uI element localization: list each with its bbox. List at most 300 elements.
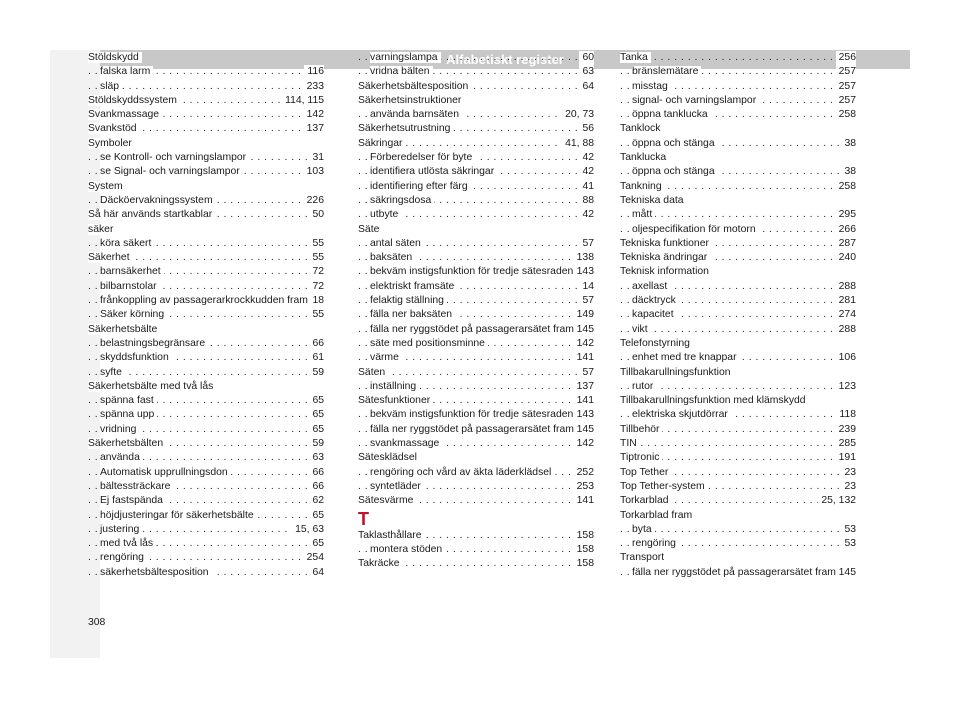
index-page-ref: 88 (579, 194, 594, 208)
index-page-ref: 25, 132 (818, 494, 856, 508)
index-entry-text: Säkerhet (88, 252, 133, 263)
index-page-ref: 66 (309, 466, 324, 480)
index-entry-text: Tekniska ändringar (620, 252, 710, 263)
index-subentry (88, 366, 324, 380)
index-subentry (358, 408, 594, 422)
index-entry-text: bekväm instigsfunktion för tredje sätesraden (370, 409, 576, 420)
index-entry-text: identifiering efter färg (370, 181, 471, 192)
index-page-ref: 114, 115 (282, 94, 324, 108)
index-subentry (358, 251, 594, 265)
index-subentry (620, 351, 856, 365)
index-entry-text: använda (100, 452, 143, 463)
index-entry-text: rutor (632, 381, 656, 392)
index-page-ref: 123 (836, 380, 856, 394)
index-page-ref: 240 (836, 251, 856, 265)
index-entry-text: Säte (358, 224, 382, 235)
index-subentry (620, 566, 856, 580)
index-entry (88, 94, 324, 108)
index-page-ref: 63 (309, 451, 324, 465)
index-page-ref: 38 (841, 165, 856, 179)
index-entry-text: misstag (632, 81, 671, 92)
index-page-ref: 14 (579, 280, 594, 294)
index-entry-text: fälla ner ryggstödet på passagerarsätet fram (632, 567, 839, 578)
index-page-ref: 106 (836, 351, 856, 365)
index-subentry (358, 180, 594, 194)
index-entry-text: Säkerhetsbältesposition (358, 81, 471, 92)
index-entry-text: syntetläder (370, 481, 424, 492)
index-page-ref: 41 (579, 180, 594, 194)
index-page-ref: 281 (836, 294, 856, 308)
index-page-ref: 233 (304, 80, 324, 94)
index-subentry (358, 380, 594, 394)
index-entry-text: axellast (632, 281, 670, 292)
index-letter-heading: T (358, 508, 369, 529)
index-entry-text: svankmassage (370, 438, 442, 449)
index-subentry (358, 208, 594, 222)
index-page-ref: 55 (309, 237, 324, 251)
index-page-ref: 53 (841, 537, 856, 551)
index-entry-text: Tiptronic (620, 452, 662, 463)
index-entry-text: rengöring (632, 538, 679, 549)
index-page-ref: 55 (309, 251, 324, 265)
index-entry-text: belastningsbegränsare (100, 338, 208, 349)
index-subentry (620, 294, 856, 308)
index-page-ref: 145 (836, 566, 856, 580)
index-subentry (88, 280, 324, 294)
index-page-ref: 257 (836, 65, 856, 79)
index-entry-text: Tanka (620, 52, 651, 63)
index-subentry (620, 380, 856, 394)
index-entry (88, 380, 324, 394)
index-page-ref: 226 (304, 194, 324, 208)
index-subentry (620, 65, 856, 79)
index-entry (88, 323, 324, 337)
index-subentry (358, 543, 594, 557)
index-page-ref: 103 (304, 165, 324, 179)
index-entry-text: Förberedelser för byte (370, 152, 475, 163)
index-page-ref: 257 (836, 80, 856, 94)
index-page-ref: 63 (579, 65, 594, 79)
index-page-ref: 57 (579, 294, 594, 308)
index-page-ref: 23 (841, 466, 856, 480)
index-entry (620, 51, 856, 65)
index-entry (620, 494, 856, 508)
index-page-ref: 42 (579, 151, 594, 165)
index-entry-text: säte med positionsminne (370, 338, 488, 349)
index-page-ref: 64 (309, 566, 324, 580)
index-entry (620, 480, 856, 494)
index-page-ref: 41, 88 (562, 137, 594, 151)
index-entry-text: Tillbakarullningsfunktion med klämskydd (620, 395, 809, 406)
index-subentry (620, 308, 856, 322)
index-entry (88, 108, 324, 122)
index-column-2 (358, 51, 594, 571)
index-entry-text: antal säten (370, 238, 424, 249)
index-page-ref: 23 (841, 480, 856, 494)
index-entry (88, 437, 324, 451)
index-page-ref: 143 (574, 265, 594, 279)
index-entry-text: rengöring och vård av äkta läderklädsel (370, 467, 554, 478)
index-subentry (620, 208, 856, 222)
index-entry-text: baksäten (370, 252, 415, 263)
index-subentry (88, 237, 324, 251)
index-subentry (88, 466, 324, 480)
index-page-ref: 256 (836, 51, 856, 65)
index-page-ref: 118 (836, 408, 856, 422)
index-subentry (88, 294, 324, 308)
index-entry-text: elektriska skjutdörrar (632, 409, 731, 420)
index-entry-text: Tankning (620, 181, 665, 192)
index-subentry (88, 423, 324, 437)
index-subentry (358, 165, 594, 179)
index-page-ref: 158 (574, 543, 594, 557)
index-entry-text: frånkoppling av passagerarkrockkudden fram (100, 295, 311, 306)
index-entry-text: öppna tanklucka (632, 109, 711, 120)
index-entry (620, 423, 856, 437)
index-entry-text: Tillbehör (620, 424, 662, 435)
index-page-ref: 65 (309, 423, 324, 437)
index-entry-text: släp (100, 81, 122, 92)
index-entry-text: Tekniska funktioner (620, 238, 712, 249)
index-entry-text: vridning (100, 424, 139, 435)
index-page-ref: 253 (574, 480, 594, 494)
index-page-ref: 191 (836, 451, 856, 465)
index-page-ref: 257 (836, 94, 856, 108)
index-entry (620, 237, 856, 251)
index-subentry (88, 480, 324, 494)
index-page-ref: 50 (309, 208, 324, 222)
index-subentry (88, 165, 324, 179)
index-entry (358, 494, 594, 508)
index-entry (88, 51, 324, 65)
index-entry (358, 394, 594, 408)
index-entry (358, 557, 594, 571)
index-entry-text: spänna upp (100, 409, 157, 420)
index-entry-text: System (88, 181, 126, 192)
index-page-ref: 66 (309, 480, 324, 494)
index-page-ref: 274 (836, 308, 856, 322)
index-page-ref: 239 (836, 423, 856, 437)
index-page-ref: 56 (579, 122, 594, 136)
index-subentry (620, 323, 856, 337)
index-entry-text: fälla ner baksäten (370, 309, 455, 320)
index-subentry (88, 337, 324, 351)
index-entry-text: säkerhetsbältesposition (100, 567, 212, 578)
index-entry (620, 337, 856, 351)
index-page-ref: 288 (836, 280, 856, 294)
index-entry-text: Säkerhetsbälte (88, 324, 160, 335)
index-page-ref: 66 (309, 337, 324, 351)
index-subentry (358, 323, 594, 337)
page-header-title: Alfabetiskt register (446, 52, 564, 67)
index-entry-text: Sätesklädsel (358, 452, 420, 463)
index-page-ref: 258 (836, 180, 856, 194)
index-subentry (358, 294, 594, 308)
index-entry (620, 551, 856, 565)
index-entry-text: syfte (100, 367, 125, 378)
index-page-ref: 65 (309, 537, 324, 551)
index-page-ref: 31 (309, 151, 324, 165)
index-subentry (358, 51, 594, 65)
index-subentry (358, 194, 594, 208)
index-entry-text: varningslampa (370, 52, 441, 63)
index-page-ref: 59 (309, 366, 324, 380)
index-entry (358, 529, 594, 543)
index-entry-text: identifiera utlösta säkringar (370, 166, 497, 177)
index-page-ref: 141 (574, 394, 594, 408)
index-page-ref: 65 (309, 394, 324, 408)
index-entry-text: Torkarblad (620, 495, 672, 506)
index-page-ref: 60 (579, 51, 594, 65)
index-page-ref: 142 (574, 337, 594, 351)
index-subentry (620, 537, 856, 551)
index-page-ref: 38 (841, 137, 856, 151)
index-page-ref: 142 (304, 108, 324, 122)
index-subentry (358, 466, 594, 480)
index-subentry (358, 351, 594, 365)
index-entry-text: bränslemätare (632, 66, 701, 77)
page-number: 308 (88, 617, 106, 628)
index-subentry (88, 566, 324, 580)
index-page-ref: 141 (574, 494, 594, 508)
index-entry-text: säkringsdosa (370, 195, 434, 206)
index-entry-text: montera stöden (370, 544, 445, 555)
index-entry-text: se Signal- och varningslampor (100, 166, 243, 177)
index-entry-text: TIN (620, 438, 640, 449)
index-entry-text: Takräcke (358, 558, 403, 569)
index-entry (358, 94, 594, 108)
index-page-ref: 57 (579, 366, 594, 380)
index-subentry (620, 280, 856, 294)
index-page-ref: 59 (309, 437, 324, 451)
index-subentry (358, 308, 594, 322)
index-entry (620, 509, 856, 523)
index-entry (88, 180, 324, 194)
index-entry-text: signal- och varningslampor (632, 95, 759, 106)
index-entry (620, 451, 856, 465)
index-entry-text: bekväm instigsfunktion för tredje sätesraden (370, 266, 576, 277)
index-entry-text: Tillbakarullningsfunktion (620, 367, 734, 378)
index-entry-text: Svankstöd (88, 123, 140, 134)
index-entry-text: öppna och stänga (632, 138, 718, 149)
index-page-ref: 252 (574, 466, 594, 480)
index-page-ref: 258 (836, 108, 856, 122)
index-entry-text: Tanklucka (620, 152, 669, 163)
index-page-ref: 65 (309, 509, 324, 523)
index-page-ref: 285 (836, 437, 856, 451)
index-entry-text: Tanklock (620, 123, 663, 134)
index-entry-text: kapacitet (632, 309, 677, 320)
index-subentry (88, 523, 324, 537)
index-subentry (358, 237, 594, 251)
index-page-ref: 266 (836, 223, 856, 237)
index-entry (358, 223, 594, 237)
index-entry-text: utbyte (370, 209, 401, 220)
index-page-ref: 142 (574, 437, 594, 451)
index-entry (358, 80, 594, 94)
index-entry (358, 122, 594, 136)
index-page-ref: 138 (574, 251, 594, 265)
index-subentry (358, 337, 594, 351)
index-subentry (358, 108, 594, 122)
index-entry (88, 223, 324, 237)
index-entry (88, 208, 324, 222)
index-entry-text: se Kontroll- och varningslampor (100, 152, 249, 163)
index-entry-text: spänna fast (100, 395, 157, 406)
index-entry-text: Säkerhetsutrustning (358, 123, 453, 134)
index-page-ref: 72 (309, 280, 324, 294)
index-entry-text: justering (100, 524, 142, 535)
index-entry (358, 137, 594, 151)
index-page-ref: 64 (579, 80, 594, 94)
index-subentry (88, 394, 324, 408)
index-entry (620, 366, 856, 380)
index-column-1 (88, 51, 324, 580)
index-entry-text: felaktig ställning (370, 295, 447, 306)
index-page-ref: 158 (574, 557, 594, 571)
index-page-ref: 287 (836, 237, 856, 251)
index-page-ref: 53 (841, 523, 856, 537)
index-entry-text: Stöldskyddssystem (88, 95, 180, 106)
index-entry-text: Säker körning (100, 309, 167, 320)
index-entry-text: Ej fastspända (100, 495, 166, 506)
index-page-ref: 15, 63 (292, 523, 324, 537)
index-entry-text: barnsäkerhet (100, 266, 164, 277)
index-entry-text: Så här används startkablar (88, 209, 215, 220)
index-entry (620, 194, 856, 208)
index-entry (88, 251, 324, 265)
index-entry-text: skyddsfunktion (100, 352, 172, 363)
index-subentry (88, 194, 324, 208)
index-entry-text: Säkerhetsinstruktioner (358, 95, 464, 106)
index-entry-text: säker (88, 224, 116, 235)
index-entry (620, 437, 856, 451)
index-entry-text: Säkerhetsbälte med två lås (88, 381, 216, 392)
index-entry-text: Torkarblad fram (620, 510, 695, 521)
index-entry-text: Automatisk upprullningsdon (100, 467, 231, 478)
index-page-ref: 149 (574, 308, 594, 322)
index-page-ref: 116 (304, 65, 324, 79)
index-entry-text: oljespecifikation för motorn (632, 224, 759, 235)
index-entry (620, 180, 856, 194)
index-subentry (358, 151, 594, 165)
index-entry (358, 451, 594, 465)
index-entry (88, 122, 324, 136)
index-subentry (88, 80, 324, 94)
index-entry-text: byta (632, 524, 655, 535)
index-entry-text: elektriskt framsäte (370, 281, 457, 292)
index-entry-text: Top Tether (620, 467, 671, 478)
index-subentry (88, 451, 324, 465)
index-entry (620, 251, 856, 265)
index-subentry (358, 423, 594, 437)
index-entry-text: Däcköervakningssystem (100, 195, 216, 206)
index-entry-text: köra säkert (100, 238, 154, 249)
index-entry-text: Stöldskydd (88, 52, 142, 63)
index-entry (620, 265, 856, 279)
index-entry (620, 122, 856, 136)
index-subentry (620, 523, 856, 537)
index-page-ref: 42 (579, 208, 594, 222)
index-subentry (620, 108, 856, 122)
index-subentry (88, 408, 324, 422)
index-subentry (358, 65, 594, 79)
index-subentry (620, 80, 856, 94)
index-page-ref: 143 (574, 408, 594, 422)
index-entry-text: Symboler (88, 138, 135, 149)
index-page-ref: 141 (574, 351, 594, 365)
index-subentry (88, 509, 324, 523)
index-entry-text: öppna och stänga (632, 166, 718, 177)
index-page-ref: 288 (836, 323, 856, 337)
index-entry-text: Sätesfunktioner (358, 395, 433, 406)
index-entry-text: vridna bälten (370, 66, 433, 77)
index-page-ref: 137 (574, 380, 594, 394)
index-entry-text: Svankmassage (88, 109, 162, 120)
index-entry-text: däcktryck (632, 295, 679, 306)
index-entry-text: bältessträckare (100, 481, 173, 492)
index-page-ref: 65 (309, 408, 324, 422)
index-subentry (88, 308, 324, 322)
index-subentry (358, 265, 594, 279)
index-entry (620, 394, 856, 408)
index-entry-text: Taklasthållare (358, 530, 425, 541)
index-entry-text: med två lås (100, 538, 156, 549)
index-page-ref: 137 (304, 122, 324, 136)
index-subentry (88, 351, 324, 365)
index-page-ref: 145 (574, 323, 594, 337)
index-subentry (620, 408, 856, 422)
index-entry (620, 151, 856, 165)
index-entry-text: värme (370, 352, 402, 363)
index-subentry (88, 537, 324, 551)
index-page-ref: 55 (309, 308, 324, 322)
index-entry-text: Transport (620, 552, 667, 563)
index-subentry (358, 280, 594, 294)
index-entry-text: rengöring (100, 552, 147, 563)
index-entry-text: bilbarnstolar (100, 281, 160, 292)
index-entry-text: Teknisk information (620, 266, 712, 277)
index-page-ref: 57 (579, 237, 594, 251)
index-entry-text: Sätesvärme (358, 495, 416, 506)
index-entry-text: fälla ner ryggstödet på passagerarsätet fram (370, 324, 577, 335)
index-entry-text: fälla ner ryggstödet på passagerarsätet fram (370, 424, 577, 435)
index-subentry (620, 165, 856, 179)
index-entry (620, 466, 856, 480)
index-column-3 (620, 51, 856, 580)
index-page-ref: 18 (309, 294, 324, 308)
index-entry-text: inställning (370, 381, 419, 392)
index-entry-text: Säkringar (358, 138, 405, 149)
index-subentry (620, 94, 856, 108)
index-entry-text: mått (632, 209, 655, 220)
index-page-ref: 61 (309, 351, 324, 365)
index-page-ref: 62 (309, 494, 324, 508)
index-subentry (620, 223, 856, 237)
index-page-ref: 72 (309, 265, 324, 279)
index-entry-text: Tekniska data (620, 195, 687, 206)
index-subentry (358, 480, 594, 494)
index-subentry (88, 65, 324, 79)
index-entry (88, 137, 324, 151)
index-page-ref: 145 (574, 423, 594, 437)
index-entry-text: Top Tether-system (620, 481, 708, 492)
index-subentry (88, 265, 324, 279)
index-subentry (88, 494, 324, 508)
index-entry-text: Säkerhetsbälten (88, 438, 166, 449)
index-entry-text: falska larm (100, 66, 153, 77)
index-subentry (358, 437, 594, 451)
